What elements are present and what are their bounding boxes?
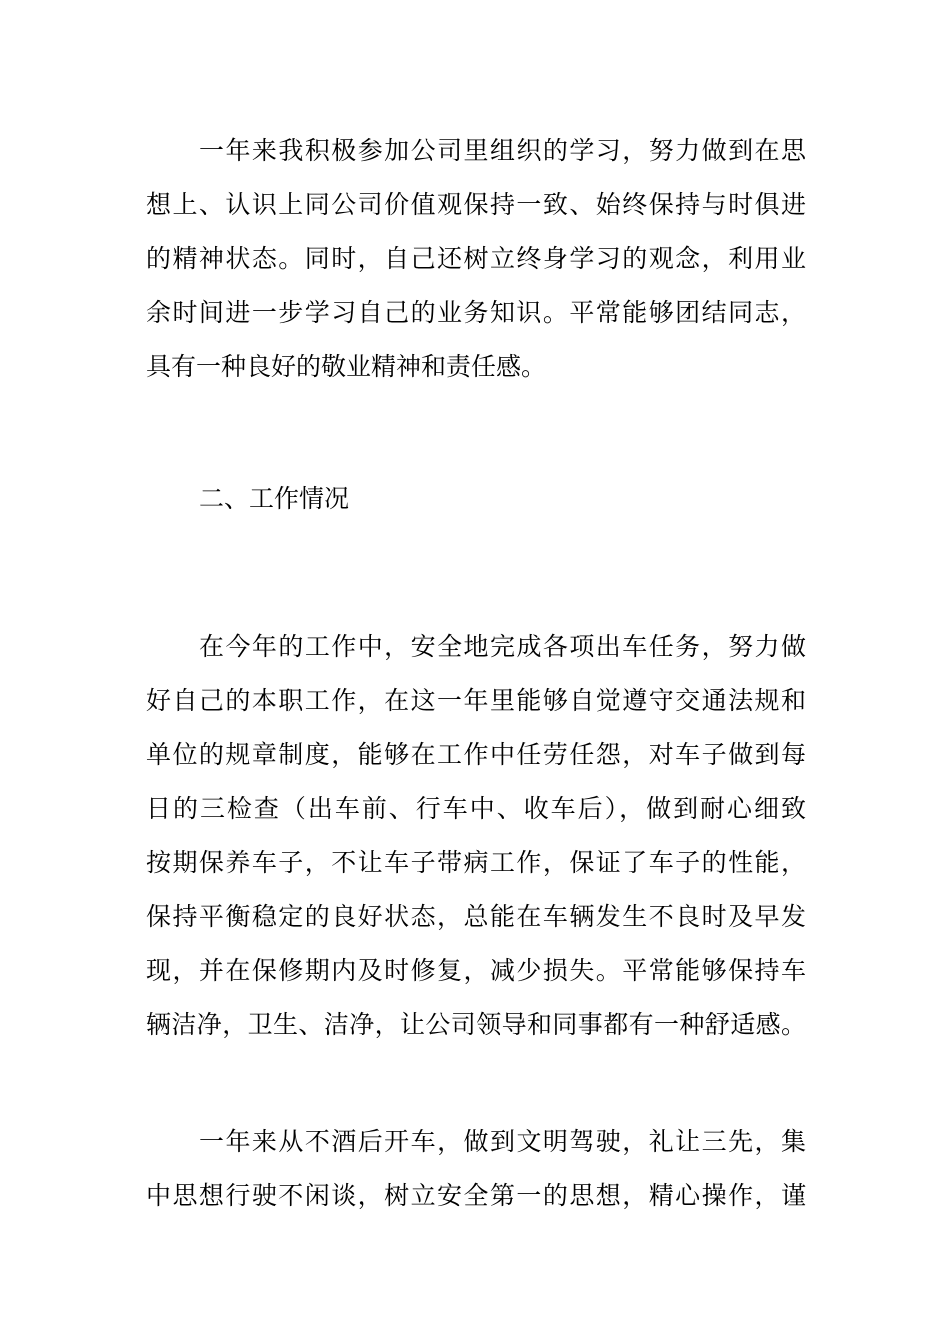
- paragraph-study: [146, 124, 806, 394]
- paragraph-line: 想上、认识上同公司价值观保持一致、始终保持与时俱进: [146, 190, 806, 219]
- paragraph-line: 一年来从不酒后开车，做到文明驾驶，礼让三先，集: [199, 1127, 806, 1156]
- paragraph-line: 按期保养车子，不让车子带病工作，保证了车子的性能，: [146, 848, 806, 877]
- paragraph-line: 余时间进一步学习自己的业务知识。平常能够团结同志，: [146, 298, 806, 327]
- section-heading-work: 二、工作情况: [199, 484, 350, 513]
- paragraph-line: 单位的规章制度，能够在工作中任劳任怨，对车子做到每: [146, 740, 806, 769]
- paragraph-line: 中思想行驶不闲谈，树立安全第一的思想，精心操作，谨: [146, 1181, 806, 1210]
- paragraph-line: 好自己的本职工作，在这一年里能够自觉遵守交通法规和: [146, 686, 806, 715]
- paragraph-line: 辆洁净，卫生、洁净，让公司领导和同事都有一种舒适感。: [146, 1010, 806, 1039]
- paragraph-line: 日的三检查（出车前、行车中、收车后），做到耐心细致: [146, 794, 806, 823]
- paragraph-work: [146, 620, 806, 1052]
- paragraph-safe-driving: [146, 1115, 806, 1223]
- paragraph-line: 一年来我积极参加公司里组织的学习，努力做到在思: [199, 136, 806, 165]
- paragraph-line: 保持平衡稳定的良好状态，总能在车辆发生不良时及早发: [146, 902, 806, 931]
- paragraph-line: 具有一种良好的敬业精神和责任感。: [146, 352, 547, 381]
- paragraph-line: 的精神状态。同时，自己还树立终身学习的观念，利用业: [146, 244, 806, 273]
- paragraph-line: 现，并在保修期内及时修复，减少损失。平常能够保持车: [146, 956, 806, 985]
- paragraph-line: 在今年的工作中，安全地完成各项出车任务，努力做: [199, 632, 806, 661]
